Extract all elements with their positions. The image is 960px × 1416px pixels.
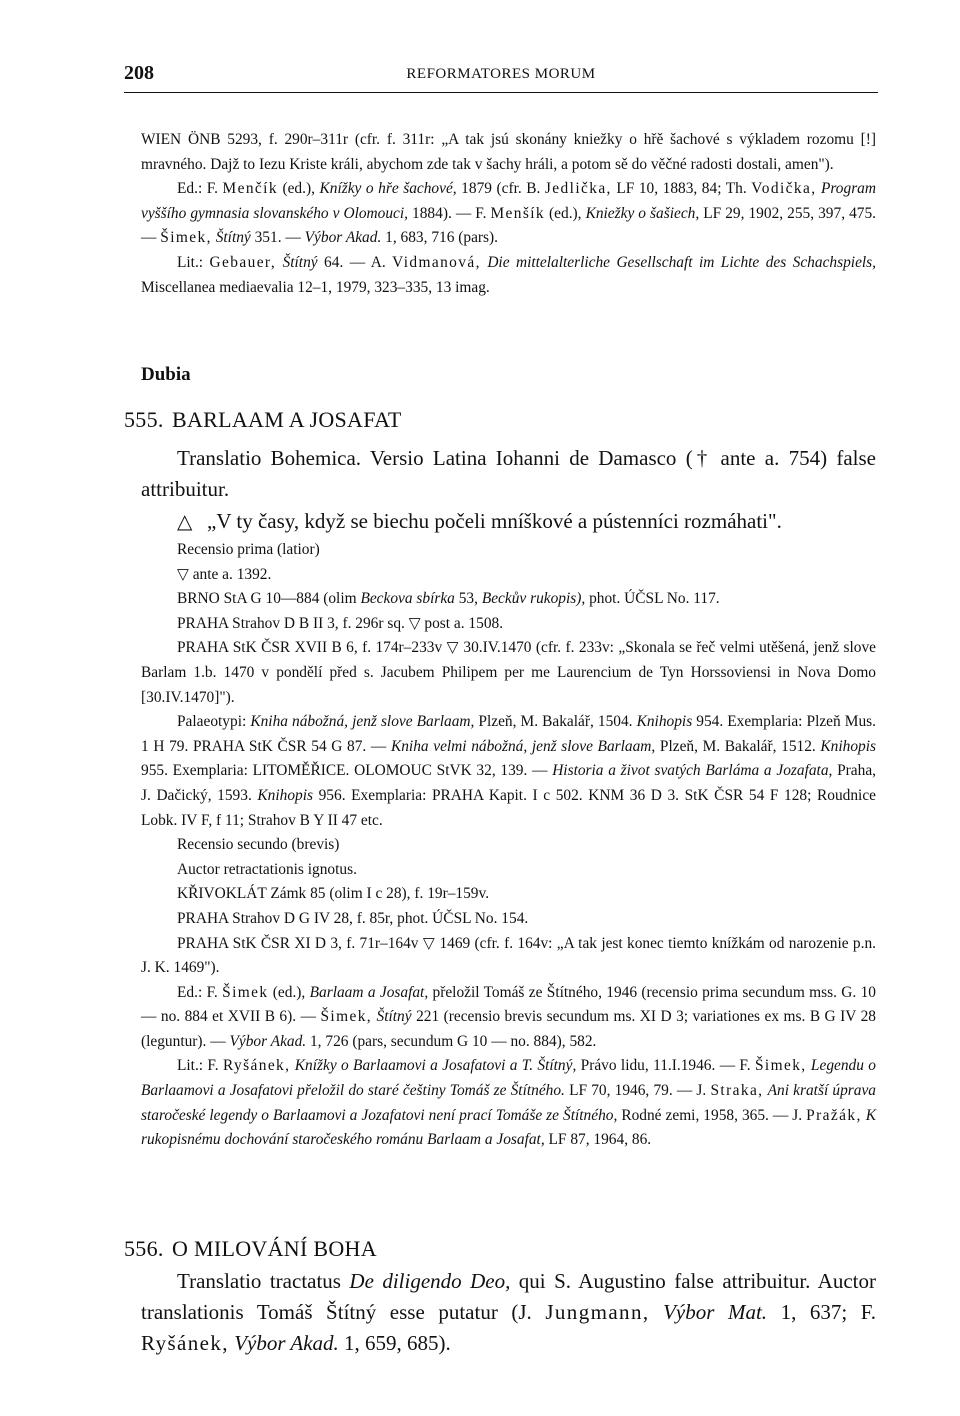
incipit-triangle-icon: △	[177, 511, 193, 533]
palaeotypi-paragraph: Palaeotypi: Kniha nábožná, jenž slove Barlaam, Plzeň, M. Bakalář, 1504. Knihopis 954. Exemplaria: Plzeň Mus. 1 H 79. PRAHA StK ČSR 54 G 87. — Kniha velmi nábožná, jenž slove Barlaam, Plzeň, M. Bakalář, 1512. Knihopis 955. Exemplaria: LITOMĚŘICE. OLOMOUC StVK 32, 139. — Historia a život svatých Barláma a Jozafata, Praha, J. Dačický, 1593. Knihopis 956. Exemplaria: PRAHA Kapit. I c 502. KNM 36 D 3. StK ČSR 54 F 128; Roudnice Lobk. IV F, f 11; Strahov B Y II 47 etc.	[141, 713, 876, 829]
entry-body-555	[141, 443, 876, 1153]
literature-paragraph: Lit.: F. Ryšánek, Knížky o Barlaamovi a Josafatovi a T. Štítný, Právo lidu, 11.I.1946. — F. Šimek, Legendu o Barlaamovi a Josafatovi přeložil do staré češtiny Tomáš ze Štítného. LF 70, 1946, 79. — J. Straka, Ani kratší úprava staročeské legendy o Barlaamovi a Jozafatovi není prací Tomáše ze Štítného, Rodné zemi, 1958, 365. — J. Pražák, K rukopisnému dochování staročeského románu Barlaam a Josafat, LF 87, 1964, 86.	[141, 1057, 876, 1149]
manuscript-stk-xvii: PRAHA StK ČSR XVII B 6, f. 174r–233v ▽ 30.IV.1470 (cfr. f. 233v: „Skonala se řeč velmi utěšená, jenž slove Barlam 1.b. 1470 v pondělí před s. Jacubem Philipem per me Laurencium de Tyn Horssoviensi in Nova Domo [30.IV.1470]").	[141, 639, 876, 706]
manuscript-stk-xi: PRAHA StK ČSR XI D 3, f. 71r–164v ▽ 1469 (cfr. f. 164v: „A tak jest konec tiemto knížkám od narozenie p.n. J. K. 1469").	[141, 934, 876, 977]
manuscript-krivoklat: KŘIVOKLÁT Zámk 85 (olim I c 28), f. 19r–159v.	[177, 885, 490, 903]
previous-entry-continuation	[141, 128, 876, 300]
entry-description: Translatio Bohemica. Versio Latina Iohanni de Damasco († ante a. 754) false attribuitur.	[141, 446, 876, 501]
entry-title: BARLAAM A JOSAFAT	[172, 407, 402, 432]
terminus-line: ▽ ante a. 1392.	[177, 565, 272, 583]
terminus-triangle-icon: ▽	[177, 565, 189, 583]
literature-paragraph: Lit.: Gebauer, Štítný 64. — A. Vidmanová, Die mittelalterliche Gesellschaft im Lichte des Schachspiels, Miscellanea mediaevalia 12–1, 1979, 323–335, 13 imag.	[141, 253, 877, 296]
entry-heading-555	[124, 407, 402, 433]
editions-paragraph: Ed.: F. Menčík (ed.), Knížky o hře šachové, 1879 (cfr. B. Jedlička, LF 10, 1883, 84; Th. Vodička, Program vyššího gymnasia slovanského v Olomouci, 1884). — F. Menšík (ed.), Kniežky o šašiech, LF 29, 1902, 255, 397, 475. — Šimek, Štítný 351. — Výbor Akad. 1, 683, 716 (pars).	[141, 180, 877, 247]
entry-description: Translatio tractatus De diligendo Deo, qui S. Augustino false attribuitur. Auctor translationis Tomáš Štítný esse putatur (J. Jungmann, Výbor Mat. 1, 637; F. Ryšánek, Výbor Akad. 1, 659, 685).	[141, 1269, 877, 1355]
entry-number: 555.	[124, 407, 164, 432]
entry-heading-556	[124, 1236, 377, 1262]
page-number: 208	[124, 62, 154, 84]
editions-paragraph: Ed.: F. Šimek (ed.), Barlaam a Josafat, přeložil Tomáš ze Štítného, 1946 (recensio prima secundum mss. G. 10 — no. 884 et XVII B 6). — Šimek, Štítný 221 (recensio brevis secundum ms. XI D 3; variationes ex ms. B G IV 28 (leguntur). — Výbor Akad. 1, 726 (pars, secundum G 10 — no. 884), 582.	[141, 983, 876, 1050]
manuscript-strahov-dg: PRAHA Strahov D G IV 28, f. 85r, phot. ÚČSL No. 154.	[177, 909, 529, 927]
running-title: REFORMATORES MORUM	[406, 66, 596, 82]
entry-number: 556.	[124, 1236, 164, 1261]
manuscript-strahov: PRAHA Strahov D B II 3, f. 296r sq. ▽ post a. 1508.	[177, 614, 504, 632]
section-heading-dubia: Dubia	[141, 364, 191, 385]
manuscript-brno: BRNO StA G 10—884 (olim Beckova sbírka 53, Beckův rukopis), phot. ÚČSL No. 117.	[177, 590, 720, 608]
entry-body-556	[141, 1266, 876, 1359]
entry-title: O MILOVÁNÍ BOHA	[172, 1236, 377, 1261]
auctor-line: Auctor retractationis ignotus.	[177, 860, 357, 878]
running-header	[124, 62, 878, 93]
manuscript-line: WIEN ÖNB 5293, f. 290r–311r (cfr. f. 311r: „A tak jsú skonány kniežky o hřě šachové s výkladem rozomu [!] mravného. Dajž to Iezu Kriste králi, abychom zde tak v šachy hráli, a potom sě do věčné radosti dostali, amen").	[141, 131, 876, 173]
incipit-line: △ „V ty časy, když se biechu počeli mníškové a pústenníci rozmáhati".	[141, 505, 876, 538]
recensio-prima-label: Recensio prima (latior)	[177, 541, 320, 558]
recensio-secundo-label: Recensio secundo (brevis)	[177, 836, 340, 854]
